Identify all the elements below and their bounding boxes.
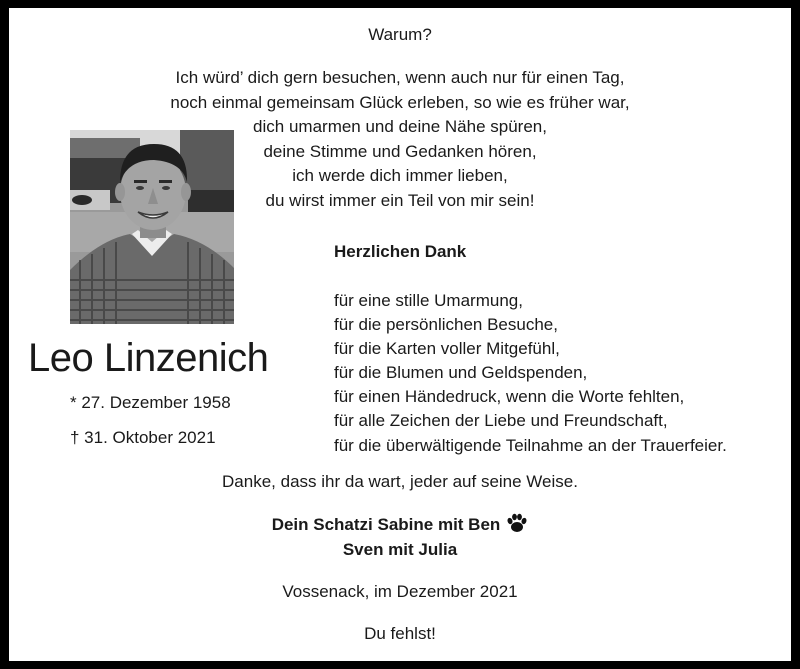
signature (9, 513, 791, 561)
closing-line: Du fehlst! (364, 624, 436, 643)
poem-line: Ich würd’ dich gern besuchen, wenn auch nur für einen Tag, (175, 68, 625, 87)
death-date: † 31. Oktober 2021 (70, 428, 216, 447)
signature-line-2: Sven mit Julia (342, 540, 458, 559)
thanks-item: für alle Zeichen der Liebe und Freundschaft, (334, 411, 668, 431)
thanks-item: für einen Händedruck, wenn die Worte fehlten, (334, 387, 685, 407)
thanks-item: für eine stille Umarmung, (334, 291, 523, 310)
obituary-card (9, 8, 791, 661)
thanks-item: für die persönlichen Besuche, (334, 315, 558, 335)
thanks-list (334, 289, 727, 458)
paw-icon (506, 513, 528, 539)
poem-line: ich werde dich immer lieben, (292, 166, 508, 186)
heading-question: Warum? (368, 25, 432, 44)
signature-line-1 (9, 513, 791, 539)
thanks-item: für die Blumen und Geldspenden, (334, 363, 588, 383)
poem-line: deine Stimme und Gedanken hören, (263, 141, 537, 161)
danke-line: Danke, dass ihr da wart, jeder auf seine Weise. (222, 472, 578, 491)
deceased-name: Leo Linzenich (28, 336, 269, 380)
poem-line: noch einmal gemeinsam Glück erleben, so wie es früher war, (170, 92, 630, 112)
signature-text-1: Dein Schatzi Sabine mit Ben (271, 515, 501, 534)
place-date: Vossenack, im Dezember 2021 (282, 582, 518, 601)
poem-line: dich umarmen und deine Nähe spüren, (253, 117, 547, 137)
thanks-item: für die Karten voller Mitgefühl, (334, 339, 560, 359)
portrait-photo (70, 130, 234, 324)
thanks-title: Herzlichen Dank (334, 242, 467, 261)
poem-line: du wirst immer ein Teil von mir sein! (265, 190, 535, 210)
birth-date: * 27. Dezember 1958 (70, 393, 231, 412)
thanks-item: für die überwältigende Teilnahme an der Trauerfeier. (334, 435, 727, 455)
